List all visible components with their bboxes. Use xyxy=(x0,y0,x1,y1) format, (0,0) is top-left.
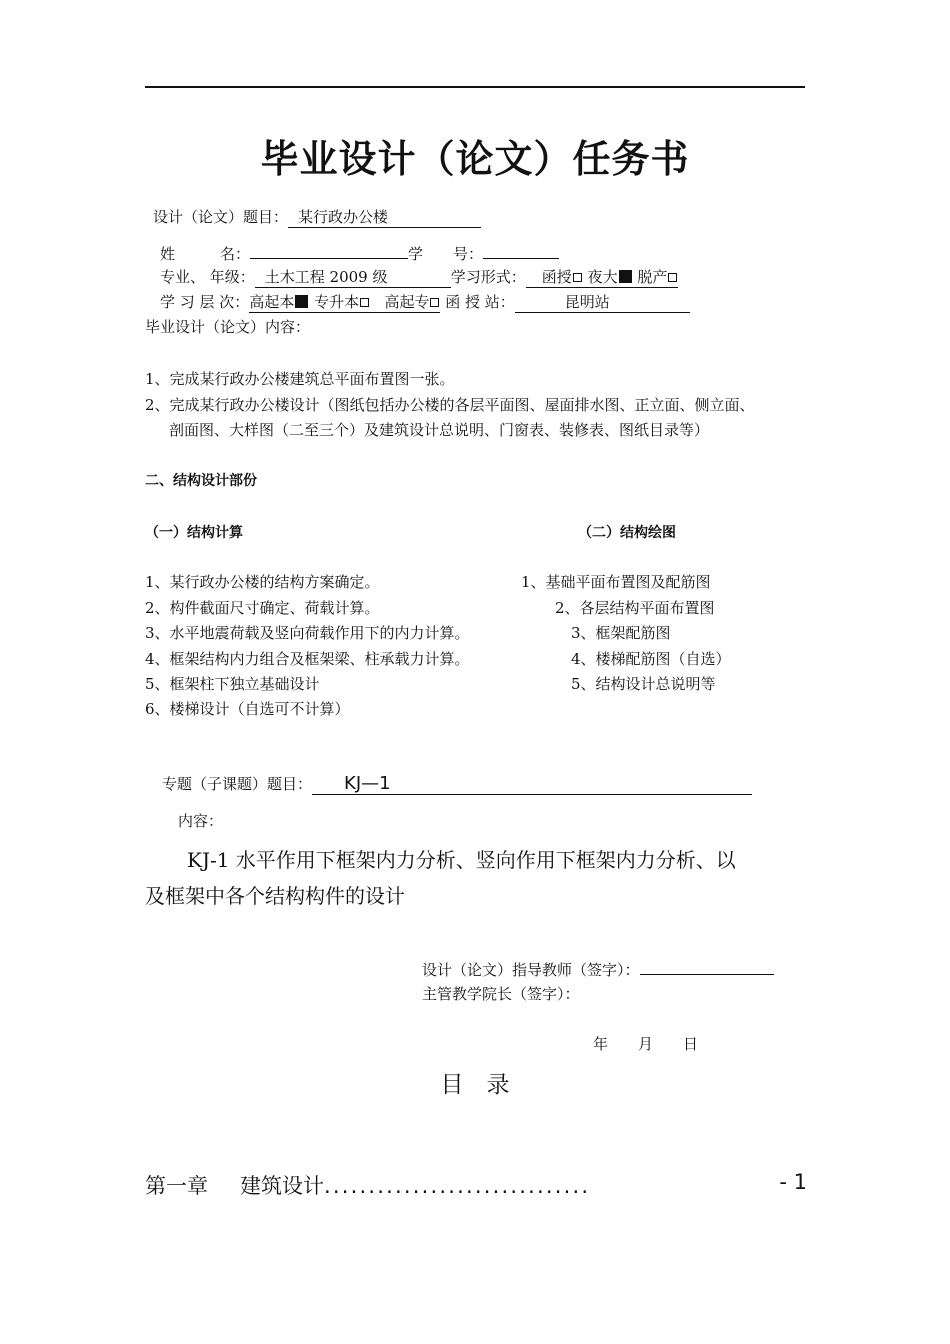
advisor-signature-field[interactable] xyxy=(640,958,774,975)
advisor-signature-row xyxy=(422,958,774,980)
major-label: 专业、 年级： xyxy=(160,268,255,286)
draw-item-4: 4、楼梯配筋图（自选） xyxy=(571,650,731,668)
checkbox-night-checked[interactable] xyxy=(619,270,632,283)
station-label: 函 授 站： xyxy=(445,293,515,311)
major-row xyxy=(160,266,678,288)
document-title: 毕业设计（论文）任务书 xyxy=(260,137,690,181)
calc-item-5: 5、框架柱下独立基础设计 xyxy=(145,675,320,693)
calc-item-2: 2、构件截面尺寸确定、荷载计算。 xyxy=(145,599,380,617)
draw-item-5: 5、结构设计总说明等 xyxy=(571,675,716,693)
calc-item-6: 6、楼梯设计（自选可不计算） xyxy=(145,700,350,718)
special-content-line-1: KJ-1 水平作用下框架内力分析、竖向作用下框架内力分析、以 xyxy=(187,848,736,872)
special-content-line-2: 及框架中各个结构构件的设计 xyxy=(145,884,405,908)
calc-item-1: 1、某行政办公楼的结构方案确定。 xyxy=(145,573,380,591)
structure-heading: 二、结构设计部份 xyxy=(145,473,257,489)
special-topic-value: KJ—1 xyxy=(312,773,752,795)
special-topic-row xyxy=(162,773,752,795)
calc-item-4: 4、框架结构内力组合及框架梁、柱承载力计算。 xyxy=(145,650,470,668)
checkbox-hs-to-college[interactable] xyxy=(430,298,439,307)
level-row xyxy=(160,291,690,313)
station-value: 昆明站 xyxy=(515,291,690,313)
special-topic-label: 专题（子课题）题目： xyxy=(162,775,313,793)
toc-leader-dots: .............................. xyxy=(324,1174,591,1198)
top-rule xyxy=(145,86,805,88)
calc-heading: （一）结构计算 xyxy=(145,525,243,541)
toc-entry-chapter-1[interactable] xyxy=(145,1170,807,1200)
arch-item-2: 2、完成某行政办公楼设计（图纸包括办公楼的各层平面图、屋面排水图、正立面、侧立面、 xyxy=(145,396,755,414)
student-id-field[interactable] xyxy=(483,242,559,259)
advisor-label: 设计（论文）指导教师（签字）： xyxy=(422,961,640,979)
student-id-label: 学 号： xyxy=(408,245,484,263)
content-label: 毕业设计（论文）内容： xyxy=(145,318,311,336)
topic-label: 设计（论文）题目： xyxy=(153,208,289,226)
arch-item-2-cont: 剖面图、大样图（二至三个）及建筑设计总说明、门窗表、装修表、图纸目录等） xyxy=(169,421,710,439)
toc-title: 目 录 xyxy=(440,1072,510,1098)
study-form-label: 学习形式： xyxy=(450,268,526,286)
toc-page-number: - 1 xyxy=(779,1170,807,1194)
toc-chapter: 第一章 xyxy=(145,1174,208,1198)
draw-heading: （二）结构绘图 xyxy=(578,525,676,541)
arch-item-1: 1、完成某行政办公楼建筑总平面布置图一张。 xyxy=(145,370,455,388)
draw-item-3: 3、框架配筋图 xyxy=(571,624,671,642)
checkbox-correspondence[interactable] xyxy=(573,273,582,282)
name-label: 姓 名： xyxy=(160,245,251,263)
toc-chapter-title: 建筑设计 xyxy=(240,1174,324,1198)
study-form-options: 函授 夜大 脱产 xyxy=(526,266,679,288)
checkbox-hs-to-bachelor-checked[interactable] xyxy=(295,295,308,308)
special-content-label: 内容： xyxy=(178,812,224,830)
level-label: 学 习 层 次： xyxy=(160,293,250,311)
date-label: 年 月 日 xyxy=(593,1035,699,1053)
checkbox-college-to-bachelor[interactable] xyxy=(360,298,369,307)
calc-item-3: 3、水平地震荷载及竖向荷载作用下的内力计算。 xyxy=(145,624,470,642)
name-field[interactable] xyxy=(250,242,408,259)
level-options: 高起本 专升本 高起专 xyxy=(249,291,440,313)
dean-label: 主管教学院长（签字）： xyxy=(422,985,580,1003)
name-row xyxy=(160,242,559,264)
topic-value: 某行政办公楼 xyxy=(288,206,481,228)
major-value: 土木工程 2009 级 xyxy=(255,266,451,288)
draw-item-1: 1、基础平面布置图及配筋图 xyxy=(521,573,711,591)
topic-row xyxy=(153,206,481,228)
checkbox-offjob[interactable] xyxy=(668,273,677,282)
draw-item-2: 2、各层结构平面布置图 xyxy=(555,599,715,617)
